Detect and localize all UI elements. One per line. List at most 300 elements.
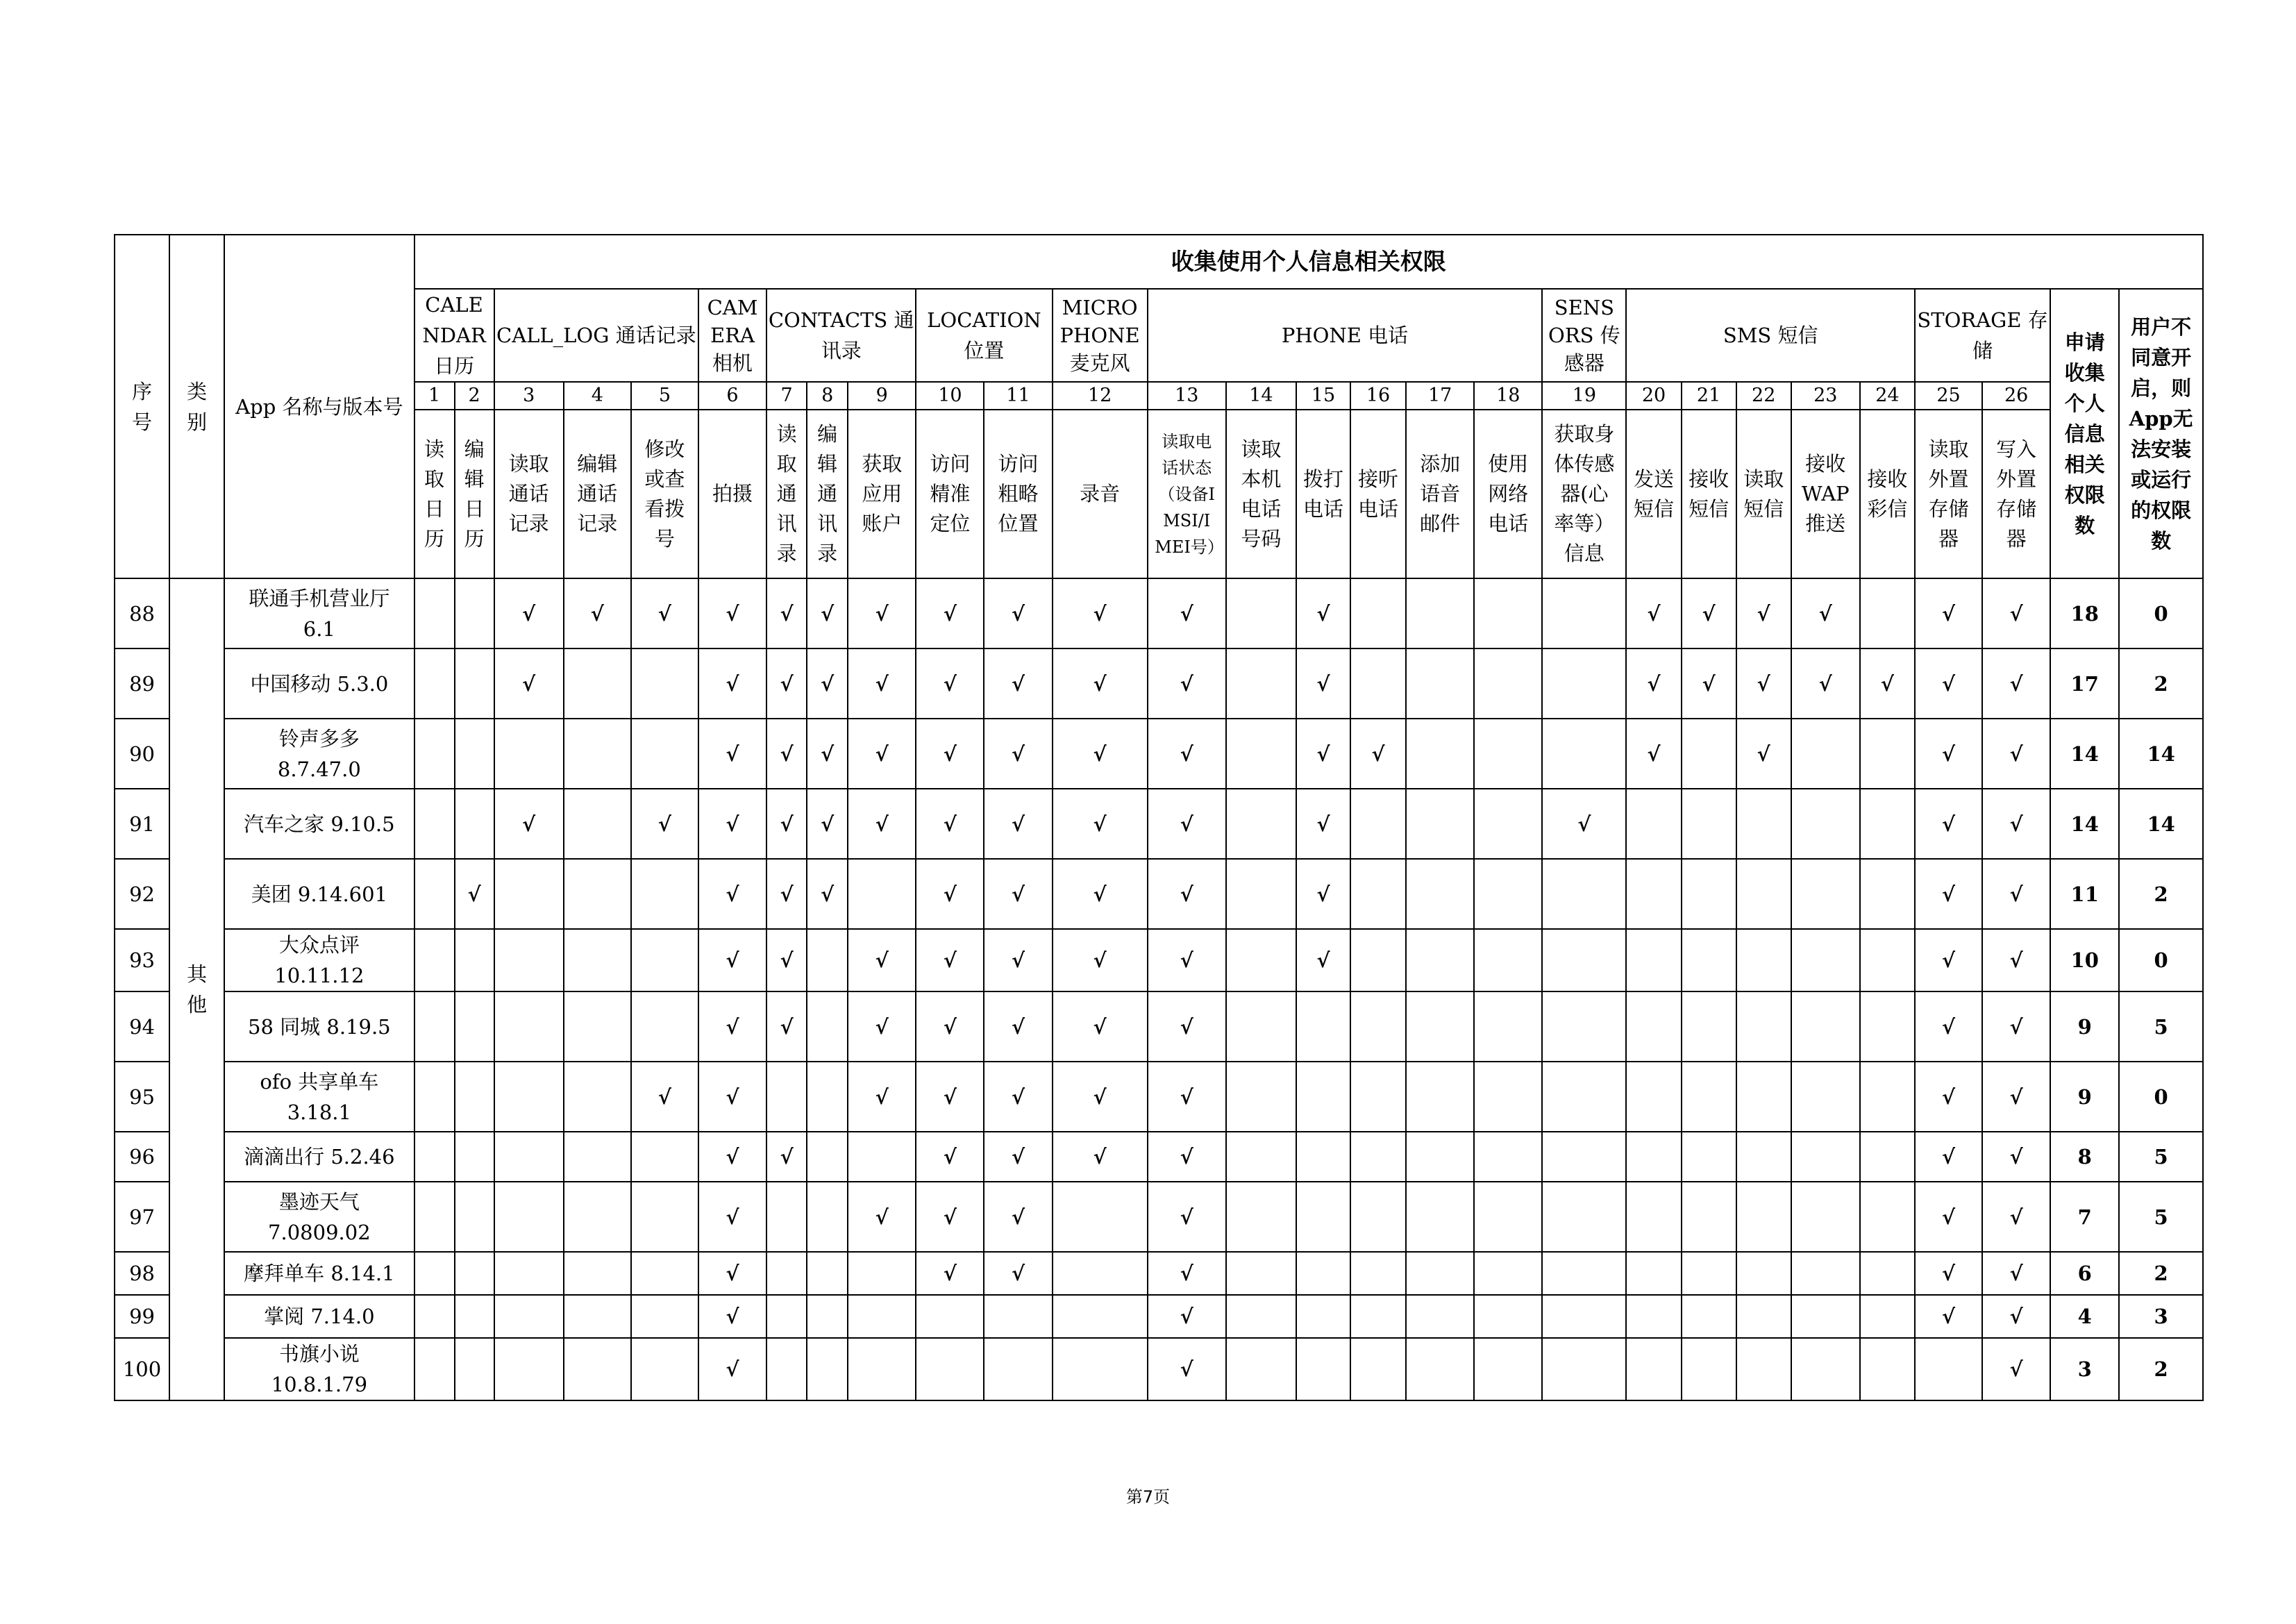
empty-cell xyxy=(1860,1132,1915,1182)
empty-cell xyxy=(1053,1338,1148,1400)
empty-cell xyxy=(564,1295,631,1338)
check-mark: √ xyxy=(1148,929,1226,991)
empty-cell xyxy=(414,859,455,929)
check-mark: √ xyxy=(631,1062,698,1132)
permission-name: 录音 xyxy=(1053,410,1148,578)
table-row xyxy=(115,1295,2203,1338)
empty-cell xyxy=(1226,929,1296,991)
header-row-names xyxy=(115,410,2203,578)
permission-number: 4 xyxy=(564,382,631,410)
empty-cell xyxy=(1626,1132,1681,1182)
empty-cell xyxy=(414,719,455,789)
permission-group-header: CAM ERA 相机 xyxy=(698,289,766,382)
empty-cell xyxy=(1350,1252,1406,1295)
empty-cell xyxy=(848,1338,916,1400)
seq-cell: 96 xyxy=(115,1132,169,1182)
permission-number: 13 xyxy=(1148,382,1226,410)
empty-cell xyxy=(1682,719,1736,789)
check-mark: √ xyxy=(916,1252,984,1295)
permission-group-header: SENS ORS 传感器 xyxy=(1542,289,1626,382)
empty-cell xyxy=(455,1295,494,1338)
check-mark: √ xyxy=(1148,1338,1226,1400)
permission-number: 10 xyxy=(916,382,984,410)
check-mark: √ xyxy=(1296,719,1350,789)
check-mark: √ xyxy=(1053,859,1148,929)
empty-cell xyxy=(1736,1338,1791,1400)
empty-cell xyxy=(1791,789,1860,859)
empty-cell xyxy=(984,1295,1052,1338)
empty-cell xyxy=(631,719,698,789)
check-mark: √ xyxy=(1053,1062,1148,1132)
check-mark: √ xyxy=(698,719,766,789)
empty-cell xyxy=(984,1338,1052,1400)
check-mark: √ xyxy=(1982,789,2050,859)
app-name-cell: 联通手机营业厅 6.1 xyxy=(224,578,414,648)
permission-name: 编辑通讯录 xyxy=(807,410,848,578)
empty-cell xyxy=(1226,991,1296,1062)
empty-cell xyxy=(1860,1295,1915,1338)
empty-cell xyxy=(1626,1338,1681,1400)
permission-number: 7 xyxy=(766,382,807,410)
empty-cell xyxy=(1474,578,1542,648)
empty-cell xyxy=(1226,859,1296,929)
check-mark: √ xyxy=(916,1132,984,1182)
empty-cell xyxy=(1350,1338,1406,1400)
permission-number: 3 xyxy=(494,382,564,410)
permission-name: 获取身体传感器(心率等）信息 xyxy=(1542,410,1626,578)
refuse-count-cell: 3 xyxy=(2119,1295,2203,1338)
check-mark: √ xyxy=(564,578,631,648)
empty-cell xyxy=(494,1182,564,1252)
check-mark: √ xyxy=(984,789,1052,859)
check-mark: √ xyxy=(494,648,564,719)
check-mark: √ xyxy=(766,789,807,859)
empty-cell xyxy=(414,1132,455,1182)
check-mark: √ xyxy=(916,719,984,789)
check-mark: √ xyxy=(1915,1295,1982,1338)
empty-cell xyxy=(564,991,631,1062)
empty-cell xyxy=(564,719,631,789)
empty-cell xyxy=(1406,991,1474,1062)
permission-number: 1 xyxy=(414,382,455,410)
check-mark: √ xyxy=(698,1295,766,1338)
empty-cell xyxy=(1406,789,1474,859)
table-row xyxy=(115,789,2203,859)
empty-cell xyxy=(1296,1132,1350,1182)
check-mark: √ xyxy=(1148,719,1226,789)
empty-cell xyxy=(766,1182,807,1252)
permission-name: 写入外置存储器 xyxy=(1982,410,2050,578)
permission-count-cell: 9 xyxy=(2050,991,2119,1062)
empty-cell xyxy=(1860,1062,1915,1132)
empty-cell xyxy=(1791,859,1860,929)
empty-cell xyxy=(1474,1295,1542,1338)
permission-name: 拨打电话 xyxy=(1296,410,1350,578)
empty-cell xyxy=(564,1182,631,1252)
empty-cell xyxy=(414,991,455,1062)
check-mark: √ xyxy=(1626,648,1681,719)
empty-cell xyxy=(1350,789,1406,859)
refuse-count-cell: 0 xyxy=(2119,1062,2203,1132)
empty-cell xyxy=(455,1338,494,1400)
check-mark: √ xyxy=(848,1182,916,1252)
empty-cell xyxy=(1053,1252,1148,1295)
empty-cell xyxy=(1736,1252,1791,1295)
check-mark: √ xyxy=(698,1182,766,1252)
permission-group-header: STORAGE 存储 xyxy=(1915,289,2050,382)
empty-cell xyxy=(1406,1295,1474,1338)
permission-group-header: CALL_LOG 通话记录 xyxy=(494,289,698,382)
empty-cell xyxy=(1474,719,1542,789)
table-row xyxy=(115,1132,2203,1182)
empty-cell xyxy=(807,1252,848,1295)
empty-cell xyxy=(631,648,698,719)
empty-cell xyxy=(1226,1132,1296,1182)
empty-cell xyxy=(1542,1182,1626,1252)
check-mark: √ xyxy=(1296,789,1350,859)
permission-name: 接收WAP推送 xyxy=(1791,410,1860,578)
empty-cell xyxy=(1791,719,1860,789)
seq-cell: 99 xyxy=(115,1295,169,1338)
empty-cell xyxy=(1474,1132,1542,1182)
check-mark: √ xyxy=(1053,1132,1148,1182)
empty-cell xyxy=(916,1295,984,1338)
permission-name: 发送短信 xyxy=(1626,410,1681,578)
app-name-cell: 摩拜单车 8.14.1 xyxy=(224,1252,414,1295)
empty-cell xyxy=(1350,1062,1406,1132)
table-row xyxy=(115,1338,2203,1400)
empty-cell xyxy=(494,1062,564,1132)
check-mark: √ xyxy=(1148,648,1226,719)
empty-cell xyxy=(631,1295,698,1338)
check-mark: √ xyxy=(1736,578,1791,648)
check-mark: √ xyxy=(1626,719,1681,789)
empty-cell xyxy=(1682,1252,1736,1295)
seq-cell: 93 xyxy=(115,929,169,991)
empty-cell xyxy=(1542,1338,1626,1400)
check-mark: √ xyxy=(1148,789,1226,859)
seq-header: 序号 xyxy=(115,235,169,578)
table-row xyxy=(115,648,2203,719)
empty-cell xyxy=(1682,1062,1736,1132)
permission-name: 读取本机电话号码 xyxy=(1226,410,1296,578)
permission-number: 20 xyxy=(1626,382,1681,410)
seq-cell: 98 xyxy=(115,1252,169,1295)
app-header: App 名称与版本号 xyxy=(224,235,414,578)
empty-cell xyxy=(1053,1182,1148,1252)
empty-cell xyxy=(1406,578,1474,648)
empty-cell xyxy=(1736,1295,1791,1338)
check-mark: √ xyxy=(1915,929,1982,991)
check-mark: √ xyxy=(1148,859,1226,929)
check-mark: √ xyxy=(807,578,848,648)
permission-number: 8 xyxy=(807,382,848,410)
permission-name: 读取短信 xyxy=(1736,410,1791,578)
permission-number: 17 xyxy=(1406,382,1474,410)
category-header: 类别 xyxy=(169,235,224,578)
empty-cell xyxy=(455,1132,494,1182)
group-title: 收集使用个人信息相关权限 xyxy=(414,235,2203,289)
empty-cell xyxy=(1226,1338,1296,1400)
page-number: 第7页 xyxy=(1125,1487,1171,1507)
empty-cell xyxy=(1626,991,1681,1062)
empty-cell xyxy=(631,1338,698,1400)
check-mark: √ xyxy=(1148,1132,1226,1182)
permission-count-header: 申请收集个人信息相关权限数 xyxy=(2050,289,2119,578)
check-mark: √ xyxy=(1148,991,1226,1062)
permission-group-header: CONTACTS 通讯录 xyxy=(766,289,916,382)
permission-name: 读取外置存储器 xyxy=(1915,410,1982,578)
check-mark: √ xyxy=(698,789,766,859)
header-row-title xyxy=(115,235,2203,289)
empty-cell xyxy=(455,719,494,789)
permission-count-cell: 17 xyxy=(2050,648,2119,719)
empty-cell xyxy=(1791,1132,1860,1182)
empty-cell xyxy=(807,991,848,1062)
empty-cell xyxy=(1736,929,1791,991)
empty-cell xyxy=(1406,1252,1474,1295)
check-mark: √ xyxy=(916,991,984,1062)
check-mark: √ xyxy=(1982,859,2050,929)
empty-cell xyxy=(1626,789,1681,859)
empty-cell xyxy=(1736,1132,1791,1182)
permission-number: 14 xyxy=(1226,382,1296,410)
check-mark: √ xyxy=(916,1182,984,1252)
empty-cell xyxy=(631,1252,698,1295)
check-mark: √ xyxy=(984,1132,1052,1182)
empty-cell xyxy=(1226,648,1296,719)
check-mark: √ xyxy=(1626,578,1681,648)
empty-cell xyxy=(1791,929,1860,991)
permission-number: 22 xyxy=(1736,382,1791,410)
permission-count-cell: 8 xyxy=(2050,1132,2119,1182)
empty-cell xyxy=(1406,1132,1474,1182)
empty-cell xyxy=(1626,1295,1681,1338)
empty-cell xyxy=(564,1338,631,1400)
check-mark: √ xyxy=(1982,1062,2050,1132)
check-mark: √ xyxy=(1915,991,1982,1062)
empty-cell xyxy=(1474,648,1542,719)
empty-cell xyxy=(1860,578,1915,648)
empty-cell xyxy=(414,648,455,719)
empty-cell xyxy=(1736,991,1791,1062)
app-name-cell: 美团 9.14.601 xyxy=(224,859,414,929)
check-mark: √ xyxy=(848,929,916,991)
empty-cell xyxy=(564,929,631,991)
check-mark: √ xyxy=(1296,648,1350,719)
permission-name: 拍摄 xyxy=(698,410,766,578)
check-mark: √ xyxy=(916,578,984,648)
check-mark: √ xyxy=(698,1252,766,1295)
table-row xyxy=(115,859,2203,929)
empty-cell xyxy=(1791,1062,1860,1132)
permission-number: 23 xyxy=(1791,382,1860,410)
check-mark: √ xyxy=(698,991,766,1062)
permission-name: 读取电话状态（设备IMSI/IMEI号） xyxy=(1148,410,1226,578)
permission-count-cell: 14 xyxy=(2050,719,2119,789)
app-name-cell: 墨迹天气 7.0809.02 xyxy=(224,1182,414,1252)
empty-cell xyxy=(1296,1338,1350,1400)
permission-count-cell: 14 xyxy=(2050,789,2119,859)
empty-cell xyxy=(1226,1295,1296,1338)
app-name-cell: 书旗小说 10.8.1.79 xyxy=(224,1338,414,1400)
check-mark: √ xyxy=(848,578,916,648)
empty-cell xyxy=(1474,1252,1542,1295)
empty-cell xyxy=(1542,1132,1626,1182)
permission-number: 18 xyxy=(1474,382,1542,410)
empty-cell xyxy=(631,929,698,991)
check-mark: √ xyxy=(1053,929,1148,991)
permission-number: 15 xyxy=(1296,382,1350,410)
empty-cell xyxy=(1474,859,1542,929)
check-mark: √ xyxy=(1296,929,1350,991)
check-mark: √ xyxy=(1915,859,1982,929)
empty-cell xyxy=(1350,1132,1406,1182)
check-mark: √ xyxy=(631,789,698,859)
check-mark: √ xyxy=(1982,1182,2050,1252)
empty-cell xyxy=(807,929,848,991)
empty-cell xyxy=(1682,929,1736,991)
empty-cell xyxy=(414,789,455,859)
empty-cell xyxy=(1626,929,1681,991)
check-mark: √ xyxy=(1982,578,2050,648)
empty-cell xyxy=(1736,789,1791,859)
refuse-count-cell: 14 xyxy=(2119,719,2203,789)
seq-cell: 89 xyxy=(115,648,169,719)
table-row xyxy=(115,1252,2203,1295)
check-mark: √ xyxy=(1860,648,1915,719)
table-row xyxy=(115,1062,2203,1132)
empty-cell xyxy=(1350,929,1406,991)
empty-cell xyxy=(564,1252,631,1295)
check-mark: √ xyxy=(1982,929,2050,991)
check-mark: √ xyxy=(698,1338,766,1400)
seq-cell: 88 xyxy=(115,578,169,648)
permission-name: 获取应用账户 xyxy=(848,410,916,578)
empty-cell xyxy=(1860,929,1915,991)
permission-group-header: PHONE 电话 xyxy=(1148,289,1543,382)
check-mark: √ xyxy=(766,929,807,991)
check-mark: √ xyxy=(848,789,916,859)
permission-name: 访问粗略位置 xyxy=(984,410,1052,578)
table-row xyxy=(115,929,2203,991)
check-mark: √ xyxy=(1542,789,1626,859)
permission-count-cell: 11 xyxy=(2050,859,2119,929)
permission-name: 添加语音邮件 xyxy=(1406,410,1474,578)
check-mark: √ xyxy=(698,1132,766,1182)
empty-cell xyxy=(807,1062,848,1132)
refuse-count-cell: 2 xyxy=(2119,1252,2203,1295)
permission-count-cell: 9 xyxy=(2050,1062,2119,1132)
empty-cell xyxy=(1682,789,1736,859)
empty-cell xyxy=(494,929,564,991)
empty-cell xyxy=(1860,859,1915,929)
check-mark: √ xyxy=(848,648,916,719)
seq-cell: 91 xyxy=(115,789,169,859)
empty-cell xyxy=(766,1338,807,1400)
refuse-count-cell: 14 xyxy=(2119,789,2203,859)
empty-cell xyxy=(414,1338,455,1400)
refuse-count-header: 用户不同意开启，则App无法安装或运行的权限数 xyxy=(2119,289,2203,578)
table-row xyxy=(115,1182,2203,1252)
empty-cell xyxy=(1350,1182,1406,1252)
seq-cell: 100 xyxy=(115,1338,169,1400)
empty-cell xyxy=(564,1132,631,1182)
header-row-numbers xyxy=(115,382,2203,410)
empty-cell xyxy=(1791,991,1860,1062)
permission-count-cell: 3 xyxy=(2050,1338,2119,1400)
check-mark: √ xyxy=(1682,648,1736,719)
empty-cell xyxy=(1406,929,1474,991)
empty-cell xyxy=(564,859,631,929)
app-name-cell: 汽车之家 9.10.5 xyxy=(224,789,414,859)
empty-cell xyxy=(564,789,631,859)
check-mark: √ xyxy=(984,929,1052,991)
empty-cell xyxy=(1406,1182,1474,1252)
empty-cell xyxy=(1682,1295,1736,1338)
check-mark: √ xyxy=(984,1252,1052,1295)
app-name-cell: ofo 共享单车 3.18.1 xyxy=(224,1062,414,1132)
check-mark: √ xyxy=(1982,648,2050,719)
refuse-count-cell: 0 xyxy=(2119,929,2203,991)
permission-count-cell: 4 xyxy=(2050,1295,2119,1338)
empty-cell xyxy=(807,1182,848,1252)
empty-cell xyxy=(1626,1182,1681,1252)
seq-cell: 97 xyxy=(115,1182,169,1252)
empty-cell xyxy=(1296,1295,1350,1338)
empty-cell xyxy=(1542,719,1626,789)
check-mark: √ xyxy=(1915,1132,1982,1182)
permission-number: 12 xyxy=(1053,382,1148,410)
check-mark: √ xyxy=(916,789,984,859)
check-mark: √ xyxy=(766,648,807,719)
check-mark: √ xyxy=(984,991,1052,1062)
check-mark: √ xyxy=(1053,789,1148,859)
app-name-cell: 中国移动 5.3.0 xyxy=(224,648,414,719)
check-mark: √ xyxy=(1915,1252,1982,1295)
check-mark: √ xyxy=(1915,578,1982,648)
permission-name: 读取通话记录 xyxy=(494,410,564,578)
empty-cell xyxy=(414,1182,455,1252)
empty-cell xyxy=(1296,991,1350,1062)
permission-count-cell: 18 xyxy=(2050,578,2119,648)
permission-number: 5 xyxy=(631,382,698,410)
permission-number: 25 xyxy=(1915,382,1982,410)
empty-cell xyxy=(1406,648,1474,719)
check-mark: √ xyxy=(698,578,766,648)
empty-cell xyxy=(1542,648,1626,719)
permission-name: 编辑日历 xyxy=(455,410,494,578)
empty-cell xyxy=(1626,859,1681,929)
empty-cell xyxy=(1626,1252,1681,1295)
empty-cell xyxy=(1296,1252,1350,1295)
refuse-count-cell: 5 xyxy=(2119,1182,2203,1252)
empty-cell xyxy=(1226,1252,1296,1295)
empty-cell xyxy=(631,859,698,929)
empty-cell xyxy=(1474,929,1542,991)
permission-group-header: MICRO PHONE 麦克风 xyxy=(1053,289,1148,382)
permission-group-header: SMS 短信 xyxy=(1626,289,1914,382)
seq-cell: 90 xyxy=(115,719,169,789)
refuse-count-cell: 2 xyxy=(2119,859,2203,929)
empty-cell xyxy=(494,991,564,1062)
refuse-count-cell: 2 xyxy=(2119,648,2203,719)
permission-number: 24 xyxy=(1860,382,1915,410)
empty-cell xyxy=(494,1252,564,1295)
app-name-cell: 铃声多多 8.7.47.0 xyxy=(224,719,414,789)
app-name-cell: 掌阅 7.14.0 xyxy=(224,1295,414,1338)
empty-cell xyxy=(1915,1338,1982,1400)
